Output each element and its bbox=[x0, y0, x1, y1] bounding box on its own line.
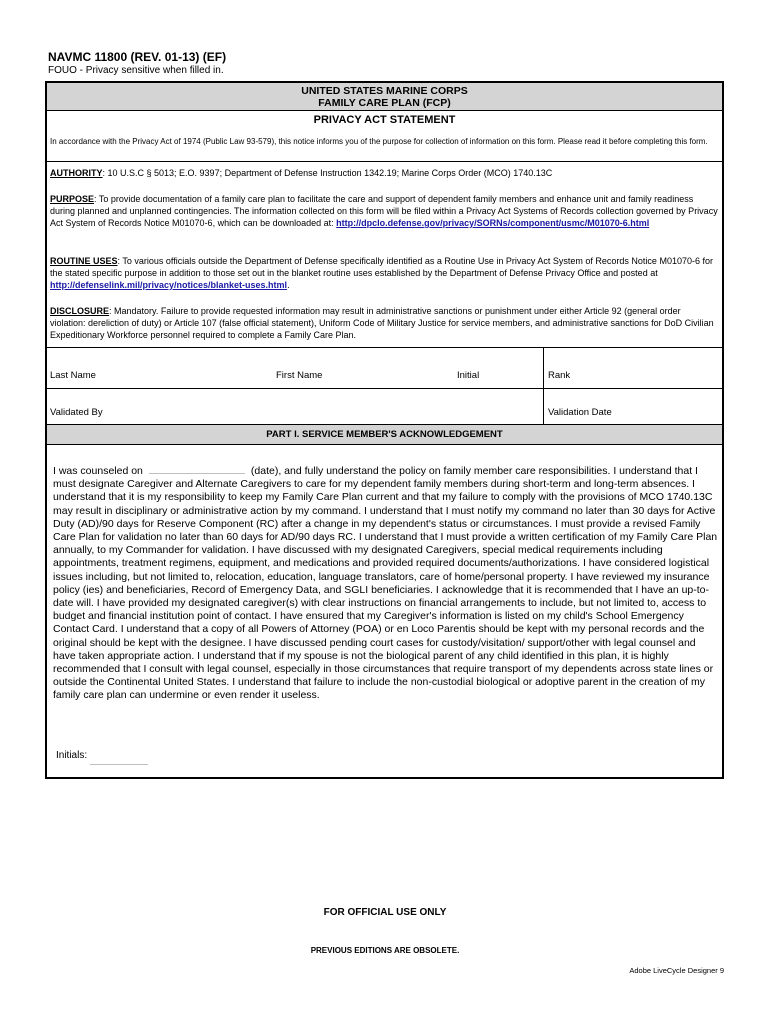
fouo-notice: FOUO - Privacy sensitive when filled in. bbox=[48, 65, 224, 76]
form-number: NAVMC 11800 (REV. 01-13) (EF) bbox=[48, 50, 227, 64]
ack-text-start: I was counseled on bbox=[53, 465, 143, 477]
routine-uses-paragraph bbox=[50, 255, 718, 291]
last-name-label: Last Name bbox=[50, 370, 96, 381]
acknowledgement-text bbox=[53, 464, 721, 703]
fouo-footer: FOR OFFICIAL USE ONLY bbox=[323, 907, 447, 918]
divider bbox=[47, 161, 722, 162]
purpose-text: : To provide documentation of a family care plan to facilitate the care and support of dependent family members and enhance unit and family readiness during planned and unplanned contingencies. The information collected on this form will be filed within a Privacy Act Systems of Records collection governed by Privacy Act System of Records Notice M01070-6, which can be downloaded at: bbox=[50, 194, 718, 228]
initial-label: Initial bbox=[457, 370, 480, 381]
privacy-act-intro: In accordance with the Privacy Act of 1974 (Public Law 93-579), this notice informs you of the purpose for collection of information on this form. Please read it before completing this form. bbox=[50, 137, 708, 146]
validated-by-label: Validated By bbox=[50, 407, 103, 418]
blanket-uses-link[interactable]: http://defenselink.mil/privacy/notices/blanket-uses.html bbox=[50, 280, 288, 290]
authority-paragraph bbox=[50, 167, 718, 179]
rank-label: Rank bbox=[548, 370, 571, 381]
column-divider bbox=[543, 348, 544, 424]
disclosure-text: : Mandatory. Failure to provide requested information may result in administrative sanctions or punishment under either Article 92 (general order violation: dereliction of duty) or Article 107 (false official statement), Uniform Code of Military Justice for service members, and administrative sanctions for DoD Civilian Expeditionary Workforce personnel required to complete a Family Care Plan. bbox=[50, 306, 714, 340]
counseling-date-field[interactable] bbox=[149, 464, 245, 474]
form-title: FAMILY CARE PLAN (FCP) bbox=[318, 97, 451, 109]
first-name-label: First Name bbox=[276, 370, 323, 381]
part1-heading: PART I. SERVICE MEMBER'S ACKNOWLEDGEMENT bbox=[47, 424, 722, 445]
obsolete-notice: PREVIOUS EDITIONS ARE OBSOLETE. bbox=[310, 946, 460, 955]
disclosure-paragraph bbox=[50, 305, 718, 341]
purpose-paragraph bbox=[50, 193, 718, 229]
routine-uses-end: . bbox=[287, 280, 290, 290]
initials-label: Initials: bbox=[56, 750, 88, 761]
sorn-link[interactable]: http://dpclo.defense.gov/privacy/SORNs/component/usmc/M01070-6.html bbox=[336, 218, 650, 228]
agency-name: UNITED STATES MARINE CORPS bbox=[301, 85, 468, 97]
validation-date-label: Validation Date bbox=[548, 407, 612, 418]
routine-uses-label: ROUTINE USES bbox=[50, 256, 118, 266]
authority-text: : 10 U.S.C § 5013; E.O. 9397; Department of Defense Instruction 1342.19; Marine Corps Order (MCO) 1740.13C bbox=[102, 168, 553, 178]
authority-label: AUTHORITY bbox=[50, 168, 103, 178]
routine-uses-text: : To various officials outside the Department of Defense specifically identified as a Routine Use in Privacy Act System of Records Notice M01070-6 for the stated specific purpose in addition to those set out in the blanket routine uses established by the Department of Defense Privacy Office and posted at bbox=[50, 256, 713, 278]
ack-text-body: (date), and fully understand the policy on family member care responsibilities. I understand that I must designate Caregiver and Alternate Caregivers to care for my dependent family members during short-term and long-term absences. I understand that it is my responsibility to keep my Family Care Plan current and that my failure to comply with the provisions of MCO 1740.13C may result in disciplinary or administrative action by my command. I understand that I must notify my command no later than 30 days for Active Duty (AD)/90 days for Reserve Component (RC) after a change in my dependent's status or circumstances. I must provide a revised Family Care Plan for validation no later than 60 days for AD/90 days RC. I understand that I must provide a written certification of my Family Care Plan annually, to my Commander for validation. I have discussed with my designated Caregivers, special medical requirements including appointments, treatment regimens, equipment, and medications and provided required documents/authorizations. I have considered logistical issues including, but not limited to, relocation, education, language translators, care of home/personal property. I have reviewed my insurance policy (ies) and beneficiaries, Record of Emergency Data, and SGLI beneficiaries. I acknowledge that it is recommended that I have an up-to-date will. I have provided my designated caregiver(s) with clear instructions on financial arrangements to include, but not limited to, access to budget and financial institution point of contact. I have ensured that my Caregiver's information is listed on my child's School Emergency Contact Card. I understand that a copy of all Powers of Attorney (POA) or en Loco Parentis should be kept with my personal records and the original should be kept with the designee. I have discussed pending court cases for custody/visitation/ support/other with legal counsel and have taken appropriate action. I understand that if my spouse is not the biological parent of any child identified in this plan, it is highly recommended that I consult with legal counsel, especially in those circumstances that require transport of my dependents across state lines or outside the Continental United States. I understand that failure to include the non-custodial biological or adoptive parent in the creation of my family care plan can undermine or even render it useless. bbox=[53, 465, 718, 702]
purpose-label: PURPOSE bbox=[50, 194, 95, 204]
name-row bbox=[47, 347, 722, 389]
designer-credit: Adobe LiveCycle Designer 9 bbox=[629, 966, 724, 975]
disclosure-label: DISCLOSURE bbox=[50, 306, 110, 316]
title-block bbox=[47, 83, 722, 111]
privacy-act-heading: PRIVACY ACT STATEMENT bbox=[313, 114, 456, 126]
initials-field[interactable] bbox=[90, 764, 148, 765]
